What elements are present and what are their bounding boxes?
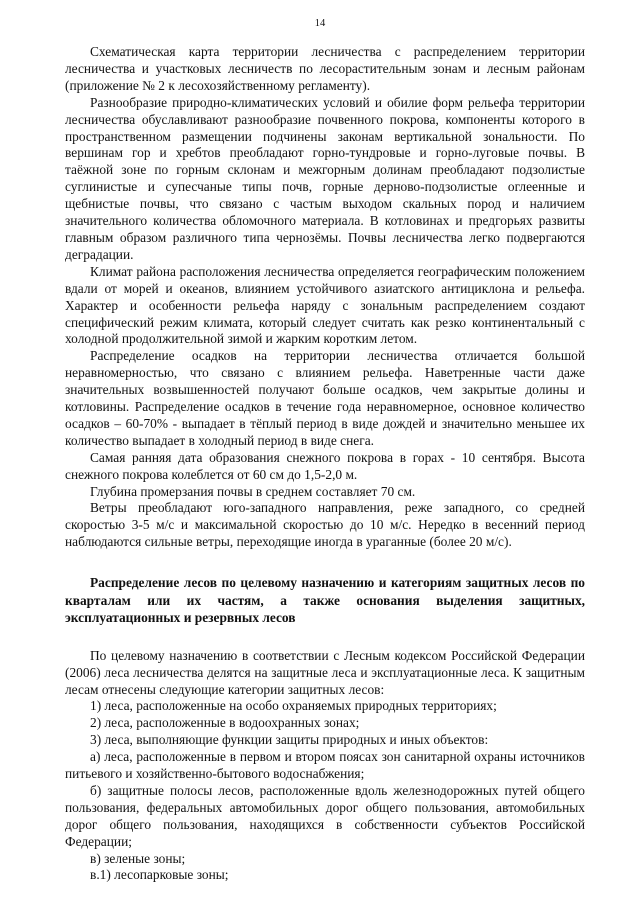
paragraph-target-purpose: По целевому назначению в соответствии с Лесным кодексом Российской Федерации (2006) леса лесничества делятся на защитные леса и эксплуатационные леса. К защитным лесам отнесены следующие категории защитных лесов: [65,647,585,697]
list-item: 2) леса, расположенные в водоохранных зонах; [90,715,360,731]
list-item: а) леса, расположенные в первом и втором поясах зон санитарной охраны источников питьевого и хозяйственно-бытового водоснабжения; [65,749,585,782]
document-body [65,44,585,884]
paragraph-soil-freezing: Глубина промерзания почвы в среднем составляет 70 см. [90,483,416,499]
list-item: 3) леса, выполняющие функции защиты природных и иных объектов: [90,732,489,748]
page-number: 14 [314,18,326,29]
paragraph-climate: Климат района расположения лесничества определяется географическим положением вдали от морей и океанов, влиянием устойчивого азиатского антициклона и рельефа. Характер и особенности рельефа наряду с зональным распределением создают специфический режим климата, который следует считать как резко континентальный с холодной продолжительной зимой и жарким коротким летом. [65,263,585,347]
section-heading: Распределение лесов по целевому назначению и категориям защитных лесов по кварталам или их частям, а также основания выделения защитных, эксплуатационных и резервных лесов [65,575,585,626]
list-item: в.1) лесопарковые зоны; [90,867,229,883]
paragraph-snow-cover: Самая ранняя дата образования снежного покрова в горах - 10 сентября. Высота снежного покрова колеблется от 60 см до 1,5-2,0 м. [65,449,585,482]
list-item: 1) леса, расположенные на особо охраняемых природных территориях; [90,698,497,714]
paragraph-precipitation: Распределение осадков на территории лесничества отличается большой неравномерностью, что связано с влиянием рельефа. Наветренные части даже значительных возвышенностей получают больше осадков, чем закрытые долины и котловины. Распределение осадков в течение года неравномерное, основное количество осадков – 60-70% - выпадает в тёплый период в виде дождей и значительно меньшее их количество выпадает в холодный период в виде снега. [65,348,585,448]
paragraph-forestry-map: Схематическая карта территории лесничества с распределением территории лесничества и участковых лесничеств по лесорастительным зонам и лесным районам (приложение № 2 к лесохозяйственному регламенту). [65,44,585,93]
paragraph-soil-cover: Разнообразие природно-климатических условий и обилие форм рельефа территории лесничества обуславливают разнообразие почвенного покрова, компоненты которого в пространственном размещении подчинены законам вертикальной зональности. По вершинам гор и хребтов преобладают горно-тундровые и горно-луговые почвы. В таёжной зоне по горным склонам и межгорным долинам преобладают подзолистые суглинистые и супесчаные типы почв, горные дерново-подзолистые оглеенные и щебнистые почвы, что связано с частым выходом скальных пород и наличием значительного количества обломочного материала. В котловинах и предгорьях развиты главным образом различного типа чернозёмы. Почвы лесничества легко подвергаются деградации. [65,94,585,262]
paragraph-winds: Ветры преобладают юго-западного направления, реже западного, со средней скоростью 3-5 м/с и максимальной скоростью до 10 м/с. Нередко в весенний период наблюдаются сильные ветры, переходящие иногда в ураганные (более 20 м/с). [65,500,585,550]
list-item: в) зеленые зоны; [90,850,186,866]
list-item: б) защитные полосы лесов, расположенные вдоль железнодорожных путей общего пользования, федеральных автомобильных дорог общего пользования, автомобильных дорог общего пользования, находящихся в собственности субъектов Российской Федерации; [65,782,585,849]
